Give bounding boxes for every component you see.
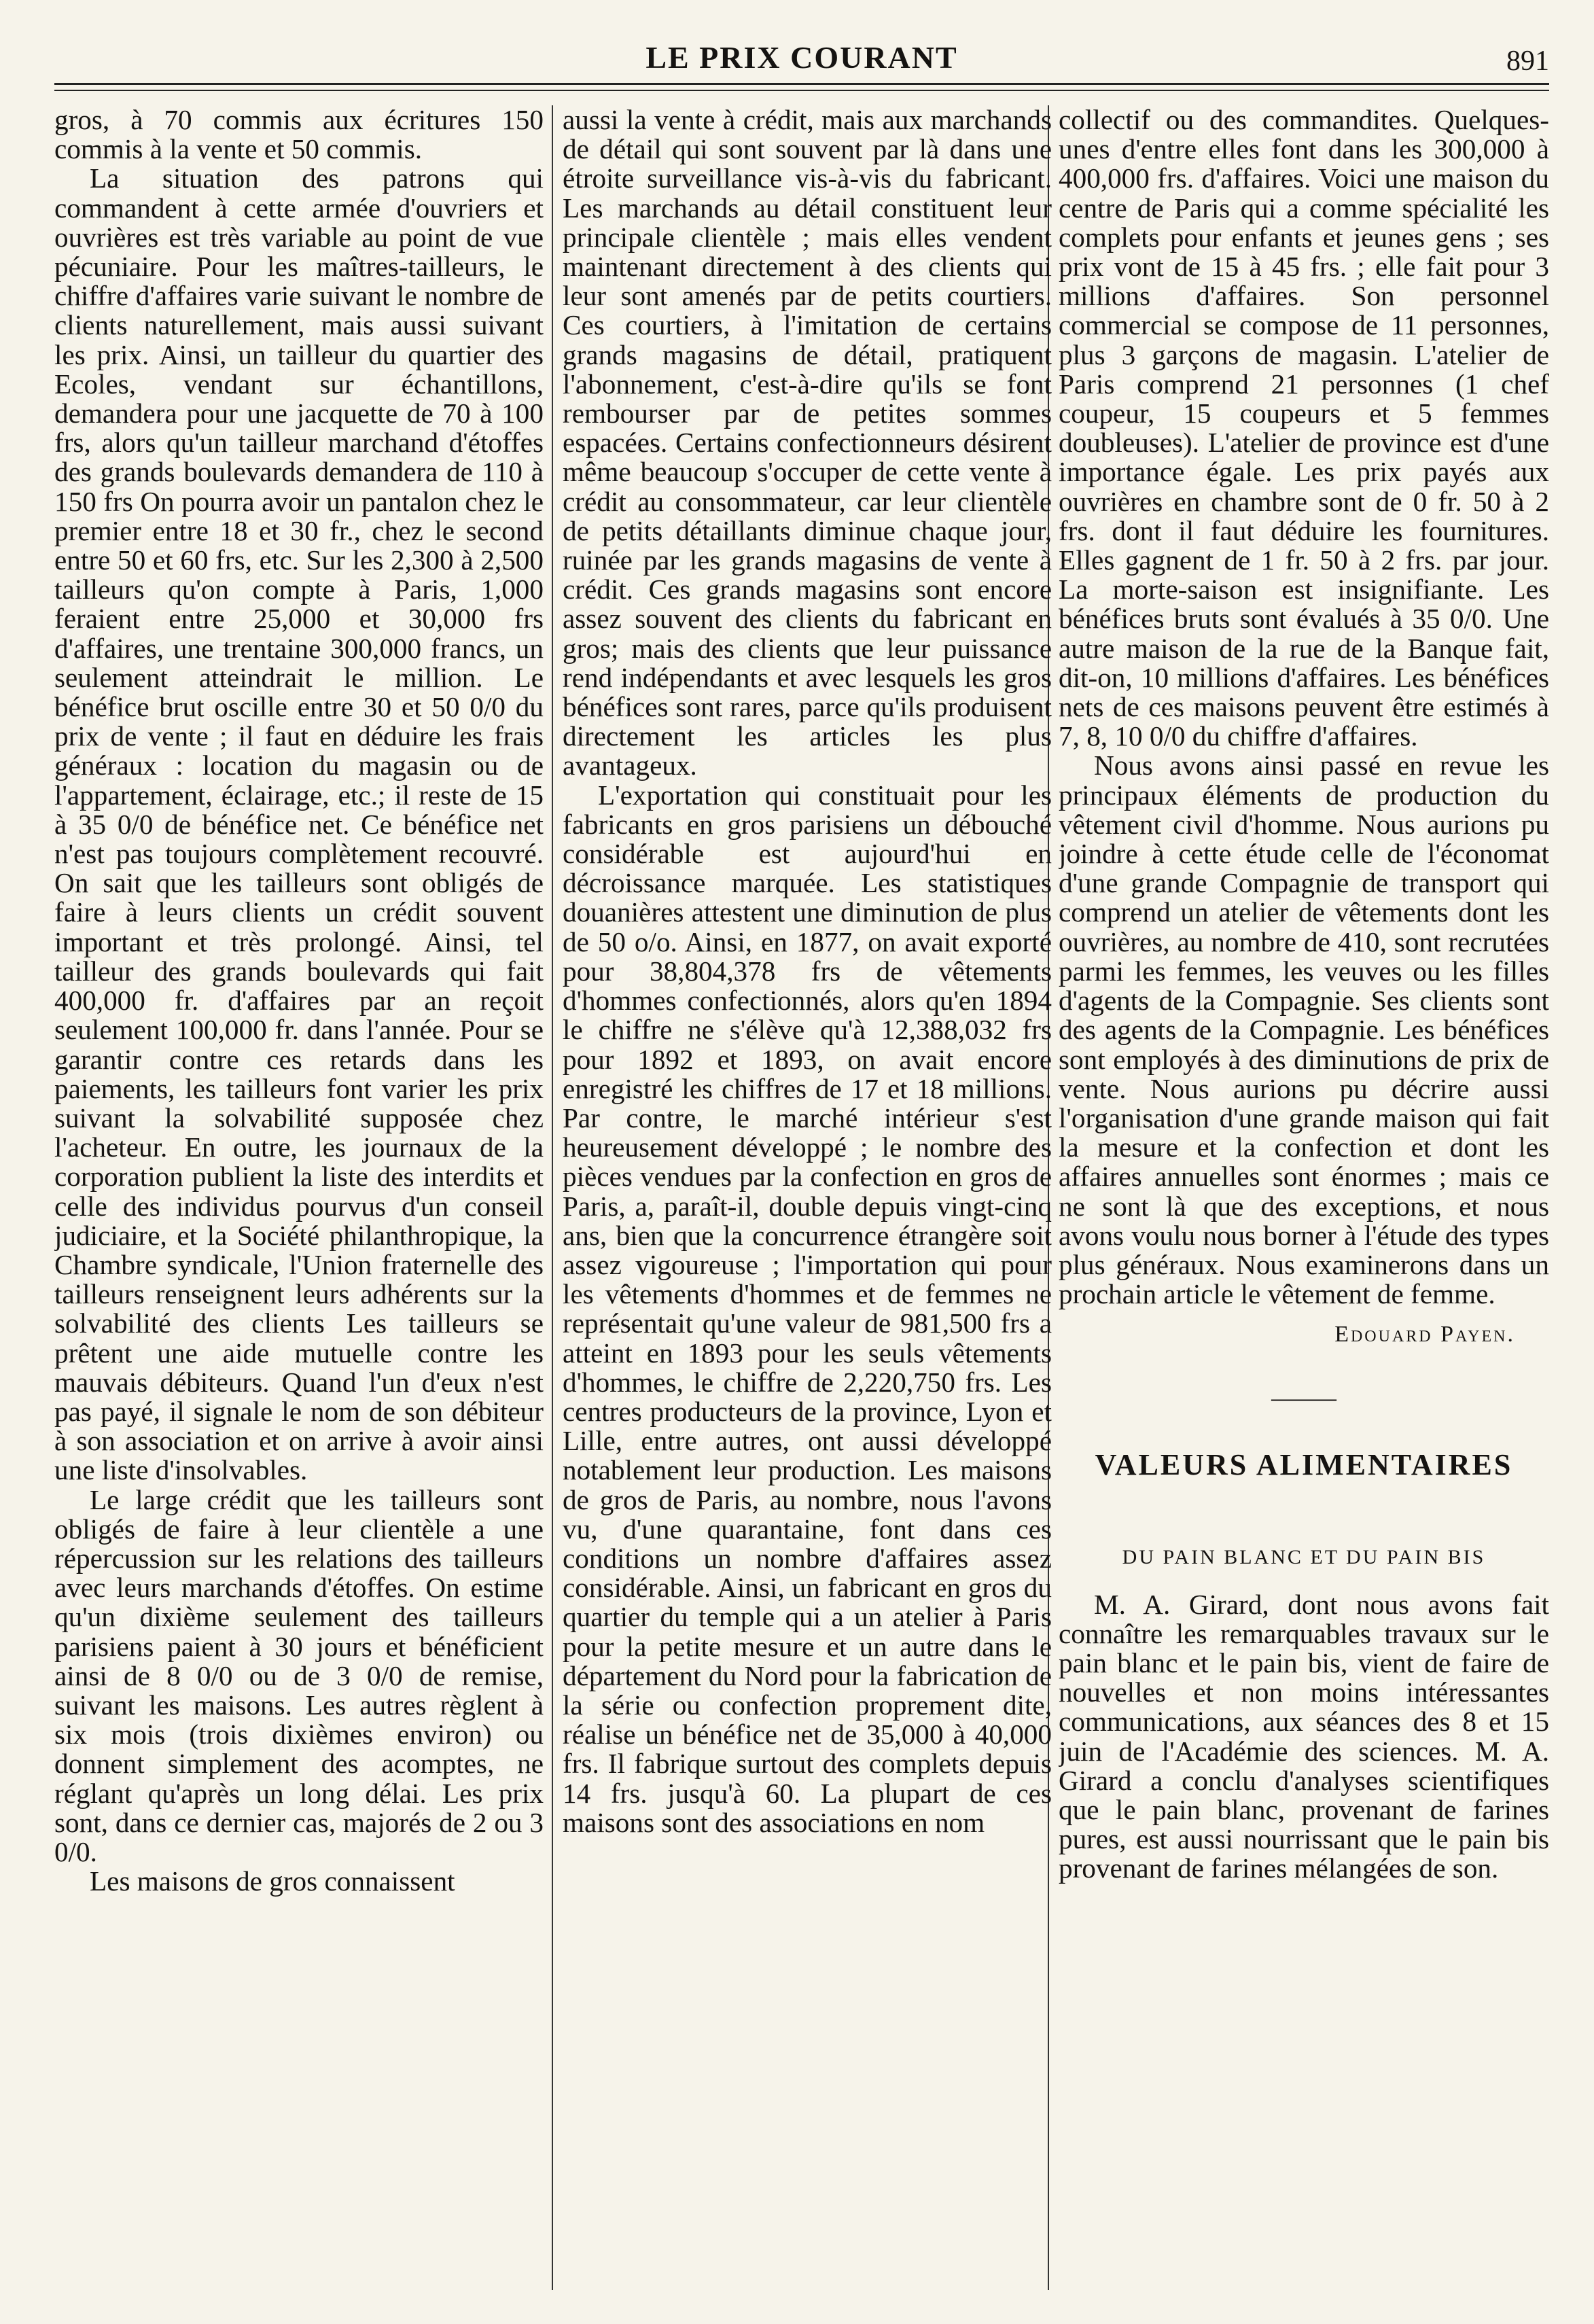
paragraph: aussi la vente à crédit, mais aux marchands de détail qui sont souvent par là dans une étroite surveillance vis-à-vis du fabricant. Les marchands au détail constituent leur principale clientèle ; mais elles vendent maintenant directement à des clients qui leur sont amenés par de petits courtiers. Ces courtiers, à l'imitation de certains grands magasins de détail, pratiquent l'abonnement, c'est-à-dire qu'ils se font rembourser par de petites sommes espacées. Certains confectionneurs désirent même beaucoup s'occuper de cette vente à crédit au consommateur, car leur clientèle de petits détaillants diminue chaque jour, ruinée par les grands magasins de vente à crédit. Ces grands magasins sont encore assez souvent des clients du fabricant en gros; mais des clients que leur puissance rend indépendants et avec lesquels les gros bénéfices sont rares, parce qu'ils produisent directement les articles les plus avantageux.: [563, 105, 1052, 781]
paragraph: L'exportation qui constituait pour les fabricants en gros parisiens un débouché considérable est aujourd'hui en décroissance marquée. Les statistiques douanières attestent une diminution de plus de 50 o/o. Ainsi, en 1877, on avait exporté pour 38,804,378 frs de vêtements d'hommes confectionnés, alors qu'en 1894 le chiffre ne s'élève qu'à 12,388,032 frs pour 1892 et 1893, on avait encore enregistré les chiffres de 17 et 18 millions. Par contre, le marché intérieur s'est heureusement développé ; le nombre des pièces vendues par la confection en gros de Paris, a, paraît-il, double depuis vingt-cinq ans, bien que la concurrence étrangère soit assez vigoureuse ; l'importation qui pour les vêtements d'hommes et de femmes ne représentait qu'une valeur de 981,500 frs a atteint en 1893 pour les seuls vêtements d'hommes, le chiffre de 2,220,750 frs. Les centres producteurs de la province, Lyon et Lille, entre autres, ont aussi développé notablement leur production. Les maisons de gros de Paris, au nombre, nous l'avons vu, d'une quarantaine, font dans ces conditions un nombre d'affaires assez considérable. Ainsi, un fabricant en gros du quartier du temple qui a un atelier à Paris pour la petite mesure et un autre dans le département du Nord pour la fabrication de la série ou confection proprement dite, réalise un bénéfice net de 35,000 à 40,000 frs. Il fabrique surtout des complets depuis 14 frs. jusqu'à 60. La plupart de ces maisons sont des associations en nom: [563, 779, 1052, 1838]
page-number: 891: [1506, 46, 1549, 77]
text-column-1: [54, 105, 544, 2293]
section-divider: ⸻: [1270, 1382, 1338, 1413]
paragraph: Les maisons de gros connaissent: [90, 1865, 455, 1897]
column-divider: [552, 105, 553, 2290]
paragraph: M. A. Girard, dont nous avons fait connaître les remarquables travaux sur le pain blanc et le pain bis, vient de faire de nouvelles et non moins intéressantes communications, aux séances des 8 et 15 juin de l'Académie des sciences. M. A. Girard a conclu d'analyses scientifiques que le pain blanc, provenant de farines pures, est aussi nourrissant que le pain bis provenant de farines mélangées de son.: [1059, 1588, 1549, 1884]
paragraph: gros, à 70 commis aux écritures 150 commis à la vente et 50 commis.: [54, 105, 544, 165]
article-subtitle: DU PAIN BLANC ET DU PAIN BIS: [1122, 1545, 1486, 1568]
section-title: VALEURS ALIMENTAIRES: [1095, 1447, 1513, 1481]
paragraph: collectif ou des commandites. Quelques-unes d'entre elles font dans les 300,000 à 400,000 frs. d'affaires. Voici une maison du centre de Paris qui a comme spécialité les complets pour enfants et jeunes gens ; ses prix vont de 15 à 45 frs. ; elle fait pour 3 millions d'affaires. Son personnel commercial se compose de 11 personnes, plus 3 garçons de magasin. L'atelier de Paris comprend 21 personnes (1 chef coupeur, 15 coupeurs et 5 femmes doubleuses). L'atelier de province est d'une importance égale. Les prix payés aux ouvrières en chambre sont de 0 fr. 50 à 2 frs. dont il faut déduire les fournitures. Elles gagnent de 1 fr. 50 à 2 frs. par jour. La morte-saison est insignifiante. Les bénéfices bruts sont évalués à 35 0/0. Une autre maison de la rue de la Banque fait, dit-on, 10 millions d'affaires. Les bénéfices nets de ces maisons peuvent être estimés à 7, 8, 10 0/0 du chiffre d'affaires.: [1059, 105, 1549, 752]
author-signature: Edouard Payen.: [1334, 1322, 1515, 1348]
header-rule-thin: [54, 90, 1549, 91]
paragraph: Nous avons ainsi passé en revue les principaux éléments de production du vêtement civil d'homme. Nous aurions pu joindre à cette étude celle de l'économat d'une grande Compagnie de transport qui comprend un atelier de vêtements dont les ouvrières, au nombre de 410, sont recrutées parmi les femmes, les veuves ou les filles d'agents de la Compagnie. Ses clients sont des agents de la Compagnie. Les bénéfices sont employés à des diminutions de prix de vente. Nous aurions pu décrire aussi l'organisation d'une grande maison qui fait la mesure et la confection et dont les affaires annuelles sont énormes ; mais ce ne sont là que des exceptions, et nous avons voulu nous borner à l'étude des types plus généraux. Nous examinerons dans un prochain article le vêtement de femme.: [1059, 750, 1549, 1310]
journal-title: LE PRIX COURANT: [645, 40, 958, 75]
running-header: [54, 39, 1549, 80]
paragraph: La situation des patrons qui commandent à cette armée d'ouvriers et ouvrières est très variable au point de vue pécuniaire. Pour les maîtres-tailleurs, le chiffre d'affaires varie suivant le nombre de clients naturellement, mais aussi suivant les prix. Ainsi, un tailleur du quartier des Ecoles, vendant sur échantillons, demandera pour une jacquette de 70 à 100 frs, alors qu'un tailleur marchand d'étoffes des grands boulevards demandera de 110 à 150 frs On pourra avoir un pantalon chez le premier entre 18 et 30 fr., chez le second entre 50 et 60 frs, etc. Sur les 2,300 à 2,500 tailleurs qu'on compte à Paris, 1,000 feraient entre 25,000 et 30,000 frs d'affaires, une trentaine 300,000 francs, un seulement atteindrait le million. Le bénéfice brut oscille entre 30 et 50 0/0 du prix de vente ; il faut en déduire les frais généraux : location du magasin ou de l'appartement, éclairage, etc.; il reste de 15 à 35 0/0 de bénéfice net. Ce bénéfice net n'est pas toujours complètement recouvré. On sait que les tailleurs sont obligés de faire à leurs clients un crédit souvent important et très prolongé. Ainsi, tel tailleur des grands boulevards qui fait 400,000 fr. d'affaires par an reçoit seulement 100,000 fr. dans l'année. Pour se garantir contre ces retards dans les paiements, les tailleurs font varier les prix suivant la solvabilité supposée chez l'acheteur. En outre, les journaux de la corporation publient la liste des interdits et celle des individus pourvus d'un conseil judiciaire, et la Société philanthropique, la Chambre syndicale, l'Union fraternelle des tailleurs renseignent leurs adhérents sur la solvabilité des clients Les tailleurs se prêtent une aide mutuelle contre les mauvais débiteurs. Quand l'un d'eux n'est pas payé, il signale le nom de son débiteur à son association et on arrive à avoir ainsi une liste d'insolvables.: [54, 162, 544, 1486]
paragraph: Le large crédit que les tailleurs sont obligés de faire à leur clientèle a une répercussion sur les relations des tailleurs avec leurs marchands d'étoffes. On estime qu'un dixième seulement des tailleurs parisiens paient à 30 jours et bénéficient ainsi de 8 0/0 ou de 3 0/0 de remise, suivant les maisons. Les autres règlent à six mois (trois dixièmes environ) ou donnent simplement des acomptes, ne réglant qu'après un long délai. Les prix sont, dans ce dernier cas, majorés de 2 ou 3 0/0.: [54, 1483, 544, 1867]
text-column-2: [563, 105, 1052, 2293]
header-rule: [54, 83, 1549, 85]
text-column-3: [1059, 105, 1549, 2293]
